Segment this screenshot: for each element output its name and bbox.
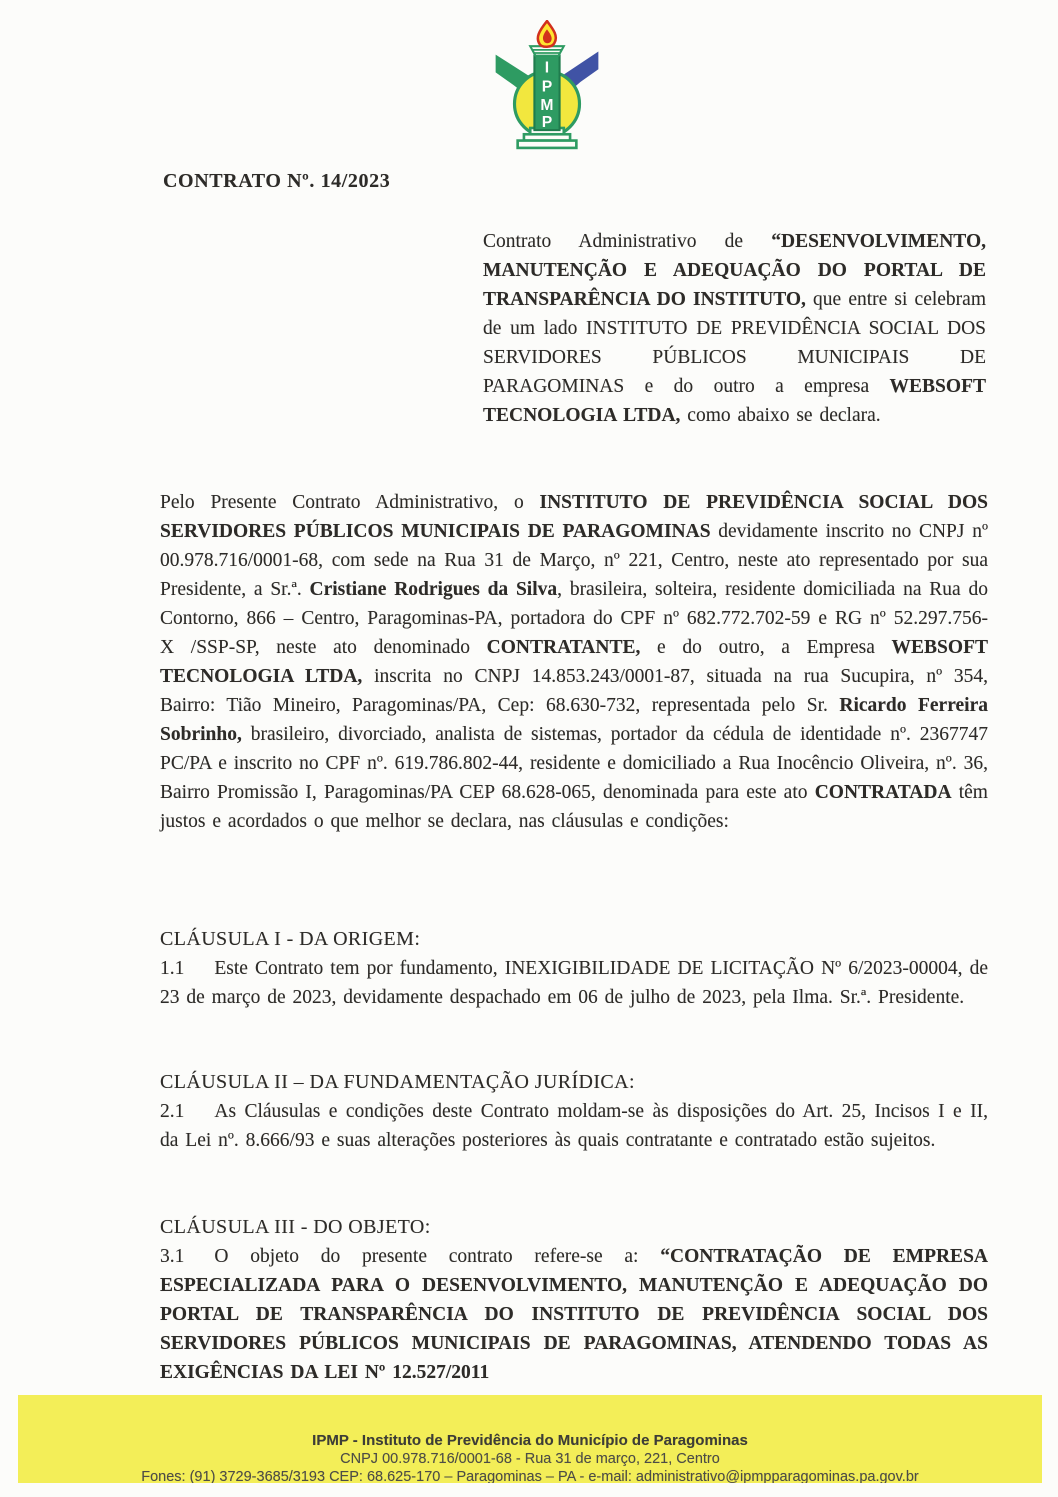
ipmp-logo [492,20,602,150]
svg-text:P: P [541,113,553,131]
clause-origem-body [160,954,988,1012]
clause-number: 2.1 [160,1101,185,1122]
contract-title: CONTRATO Nº. 14/2023 [163,170,391,192]
clause-text: Este Contrato tem por fundamento, INEXIGIBILIDADE DE LICITAÇÃO Nº 6/2023-00004, de 23 de março de 2023, devidamente despachado em 06 de julho de 2023, pela Ilma. Sr.ª. Presidente. [160,958,988,1008]
footer-band [18,1395,1042,1483]
clause-number: 1.1 [160,958,185,979]
clause-objeto [160,1213,988,1387]
clause-origem [160,925,988,1012]
torch-logo-graphic [492,20,602,150]
contract-parties-paragraph: Pelo Presente Contrato Administrativo, o INSTITUTO DE PREVIDÊNCIA SOCIAL DOS SERVIDORES PÚBLICOS MUNICIPAIS DE PARAGOMINAS devidamente inscrito no CNPJ nº 00.978.716/0001-68, com sede na Rua 31 de Março, nº 221, Centro, neste ato representado por sua Presidente, a Sr.ª. Cristiane Rodrigues da Silva, brasileira, solteira, residente domiciliada na Rua do Contorno, 866 – Centro, Paragominas-PA, portadora do CPF nº 682.772.702-59 e RG nº 52.297.756-X /SSP-SP, neste ato denominado CONTRATANTE, e do outro, a Empresa WEBSOFT TECNOLOGIA LTDA, inscrita no CNPJ 14.853.243/0001-87, situada na rua Sucupira, nº 354, Bairro: Tião Mineiro, Paragominas/PA, Cep: 68.630-732, representada pelo Sr. Ricardo Ferreira Sobrinho, brasileiro, divorciado, analista de sistemas, portador da cédula de identidade nº. 2367747 PC/PA e inscrito no CPF nº. 619.786.802-44, residente e domiciliado a Rua Inocêncio Oliveira, nº. 36, Bairro Promissão I, Paragominas/PA CEP 68.628-065, denominada para este ato CONTRATADA têm justos e acordados o que melhor se declara, nas cláusulas e condições: [160,492,989,832]
clause-objeto-body [160,1242,988,1387]
clause-text: O objeto do presente contrato refere-se a: “CONTRATAÇÃO DE EMPRESA ESPECIALIZADA PARA O DESENVOLVIMENTO, MANUTENÇÃO E ADEQUAÇÃO DO PORTAL DE TRANSPARÊNCIA DO INSTITUTO DE PREVIDÊNCIA SOCIAL DOS SERVIDORES PÚBLICOS MUNICIPAIS DE PARAGOMINAS, ATENDENDO TODAS AS EXIGÊNCIAS DA LEI Nº 12.527/2011 [160,1246,988,1383]
svg-text:M: M [540,97,554,115]
svg-text:P: P [541,78,553,96]
clause-text: As Cláusulas e condições deste Contrato moldam-se às disposições do Art. 25, Incisos I e II, da Lei nº. 8.666/93 e suas alterações posteriores às quais contratante e contratado estão sujeitos. [160,1101,988,1151]
clause-fundamentacao-juridica [160,1068,988,1155]
flame-icon [538,21,556,47]
svg-text:I: I [544,59,550,77]
footer-institute-name: IPMP - Instituto de Previdência do Município de Paragominas [312,1432,748,1449]
footer-address: CNPJ 00.978.716/0001-68 - Rua 31 de março, 221, Centro [340,1451,720,1467]
clause-objeto-heading: CLÁUSULA III - DO OBJETO: [160,1216,431,1238]
contract-preamble: Contrato Administrativo de “DESENVOLVIMENTO, MANUTENÇÃO E ADEQUAÇÃO DO PORTAL DE TRANSPARÊNCIA DO INSTITUTO, que entre si celebram de um lado INSTITUTO DE PREVIDÊNCIA SOCIAL DOS SERVIDORES PÚBLICOS MUNICIPAIS DE PARAGOMINAS e do outro a empresa WEBSOFT TECNOLOGIA LTDA, como abaixo se declara. [483,231,986,426]
clause-number: 3.1 [160,1246,185,1267]
footer-contacts: Fones: (91) 3729-3685/3193 CEP: 68.625-170 – Paragominas – PA - e-mail: administrativo@ipmpparagominas.pa.gov.br [141,1469,919,1483]
clause-origem-heading: CLÁUSULA I - DA ORIGEM: [160,928,421,950]
clause-fundamentacao-heading: CLÁUSULA II – DA FUNDAMENTAÇÃO JURÍDICA: [160,1071,635,1093]
clause-fundamentacao-body [160,1097,988,1155]
